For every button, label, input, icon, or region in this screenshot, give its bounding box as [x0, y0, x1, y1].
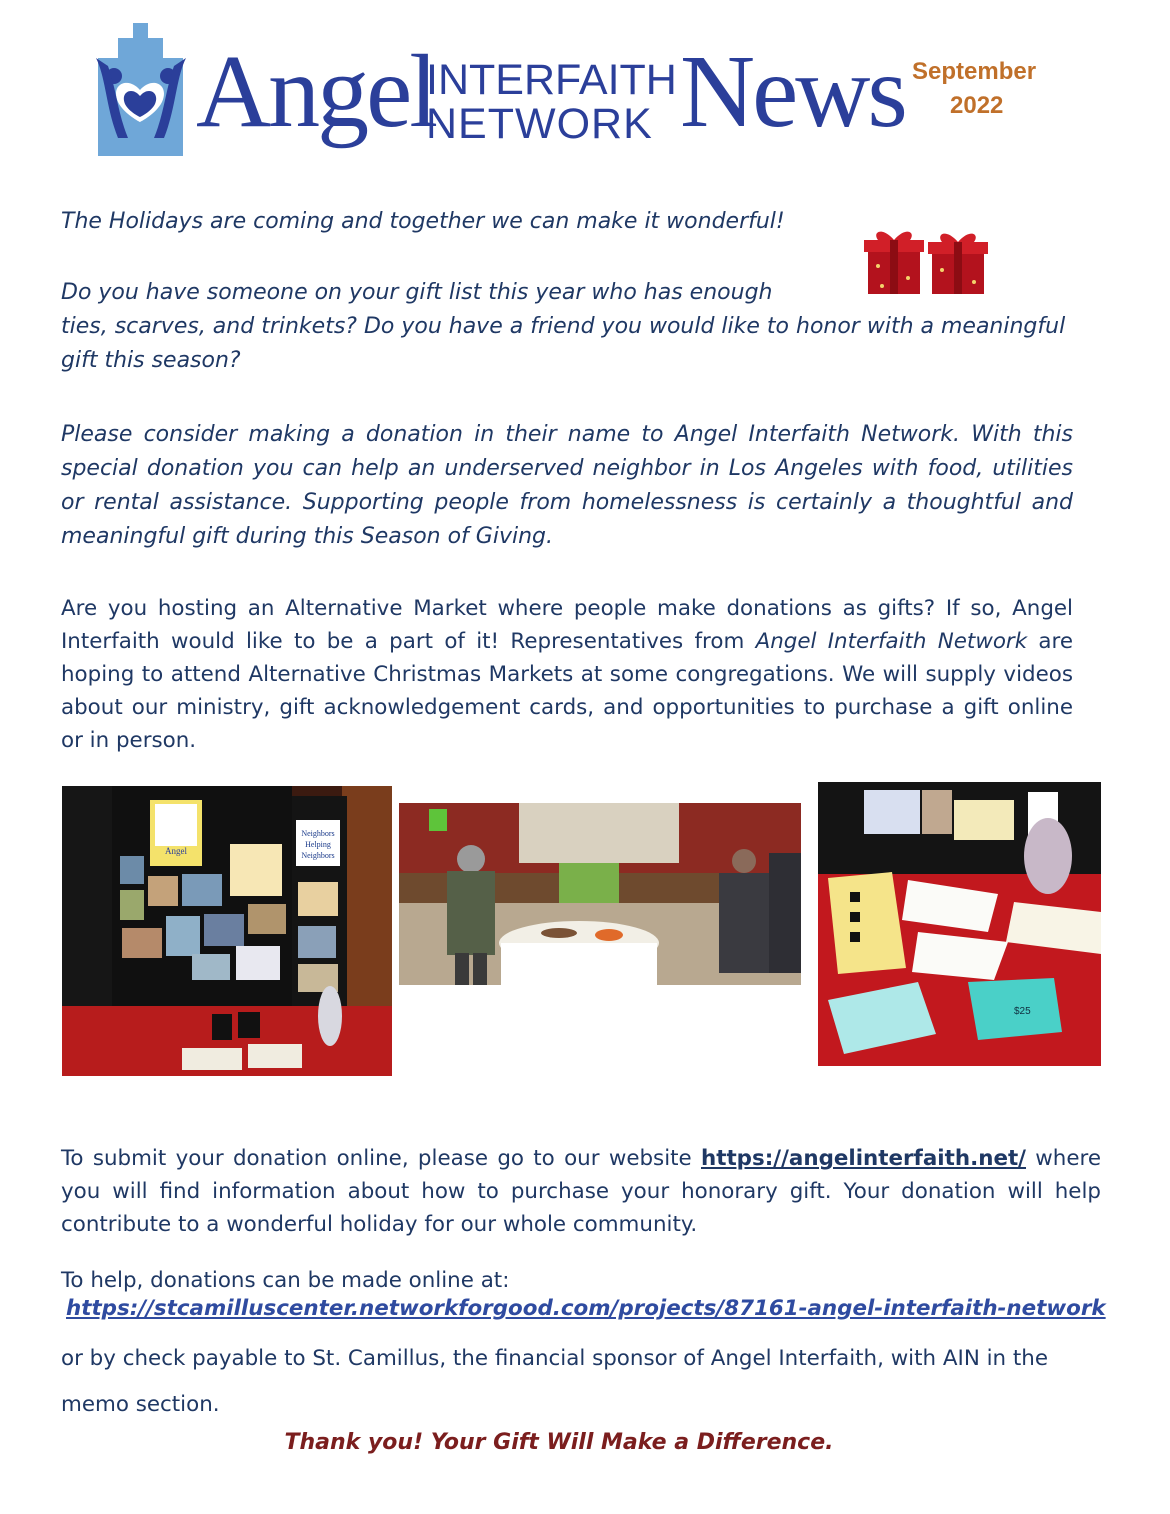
online-donation-text-b: where you will find information about how to purchase your honorary gift. Your donation will help contribute to a wonderful holiday for our whole community. — [61, 1146, 1102, 1237]
alternative-market-paragraph — [61, 592, 1073, 757]
photo-market-hall — [399, 803, 801, 985]
brand-angel: Angel — [196, 34, 436, 149]
brand-interfaith: INTERFAITH — [426, 56, 677, 104]
alt-market-text-b: are hoping to attend Alternative Christmas Markets at some congregations. We will supply videos about our ministry, gift acknowledgement cards, and opportunities to purchase a gift online or in person. — [61, 629, 1073, 753]
thank-you-footer: Thank you! Your Gift Will Make a Difference. — [284, 1430, 834, 1455]
board-logo-text: Angel — [165, 846, 187, 856]
network-for-good-link[interactable]: https://stcamilluscenter.networkforgood.com/projects/87161-angel-interfaith-network — [66, 1296, 1106, 1321]
issue-month: September — [912, 58, 1037, 85]
donation-appeal-paragraph: Please consider making a donation in their name to Angel Interfaith Network. With this special donation you can help an underserved neighbor in Los Angeles with food, utilities or rental assistance. Supporting people from homelessness is certainly a thoughtful and meaningful gift during this Season of Giving. — [61, 422, 1073, 549]
intro-headline: The Holidays are coming and together we can make it wonderful! — [61, 209, 785, 234]
gift-list-question-rest: ties, scarves, and trinkets? Do you have a friend you would like to honor with a meaningful gift this season? — [61, 314, 1066, 373]
website-link[interactable]: https://angelinterfaith.net/ — [701, 1146, 1026, 1171]
board-line-2: Helping — [305, 840, 331, 849]
photo-gift-cards — [818, 782, 1101, 1066]
alt-market-org-name: Angel Interfaith Network — [755, 629, 1028, 654]
online-donation-text-a: To submit your donation online, please go to our website — [61, 1146, 701, 1171]
online-donation-paragraph — [61, 1142, 1101, 1241]
donation-online-intro: To help, donations can be made online at: — [61, 1268, 510, 1293]
card-price: $25 — [1014, 1006, 1031, 1017]
photo-display-board — [62, 786, 392, 1076]
angel-logo-icon — [88, 18, 192, 158]
alt-market-text-a: Are you hosting an Alternative Market where people make donations as gifts? If so, Angel Interfaith would like to be a part of it! Representatives from — [61, 596, 1073, 654]
issue-year: 2022 — [950, 92, 1004, 119]
brand-network: NETWORK — [426, 100, 653, 148]
board-line-3: Neighbors — [301, 851, 335, 860]
brand-news: News — [680, 34, 905, 149]
gift-list-question-line1: Do you have someone on your gift list this year who has enough — [61, 280, 773, 305]
board-line-1: Neighbors — [301, 829, 335, 838]
check-payment-line1: or by check payable to St. Camillus, the financial sponsor of Angel Interfaith, with AIN in the — [61, 1346, 1049, 1371]
check-payment-line2: memo section. — [61, 1392, 220, 1417]
